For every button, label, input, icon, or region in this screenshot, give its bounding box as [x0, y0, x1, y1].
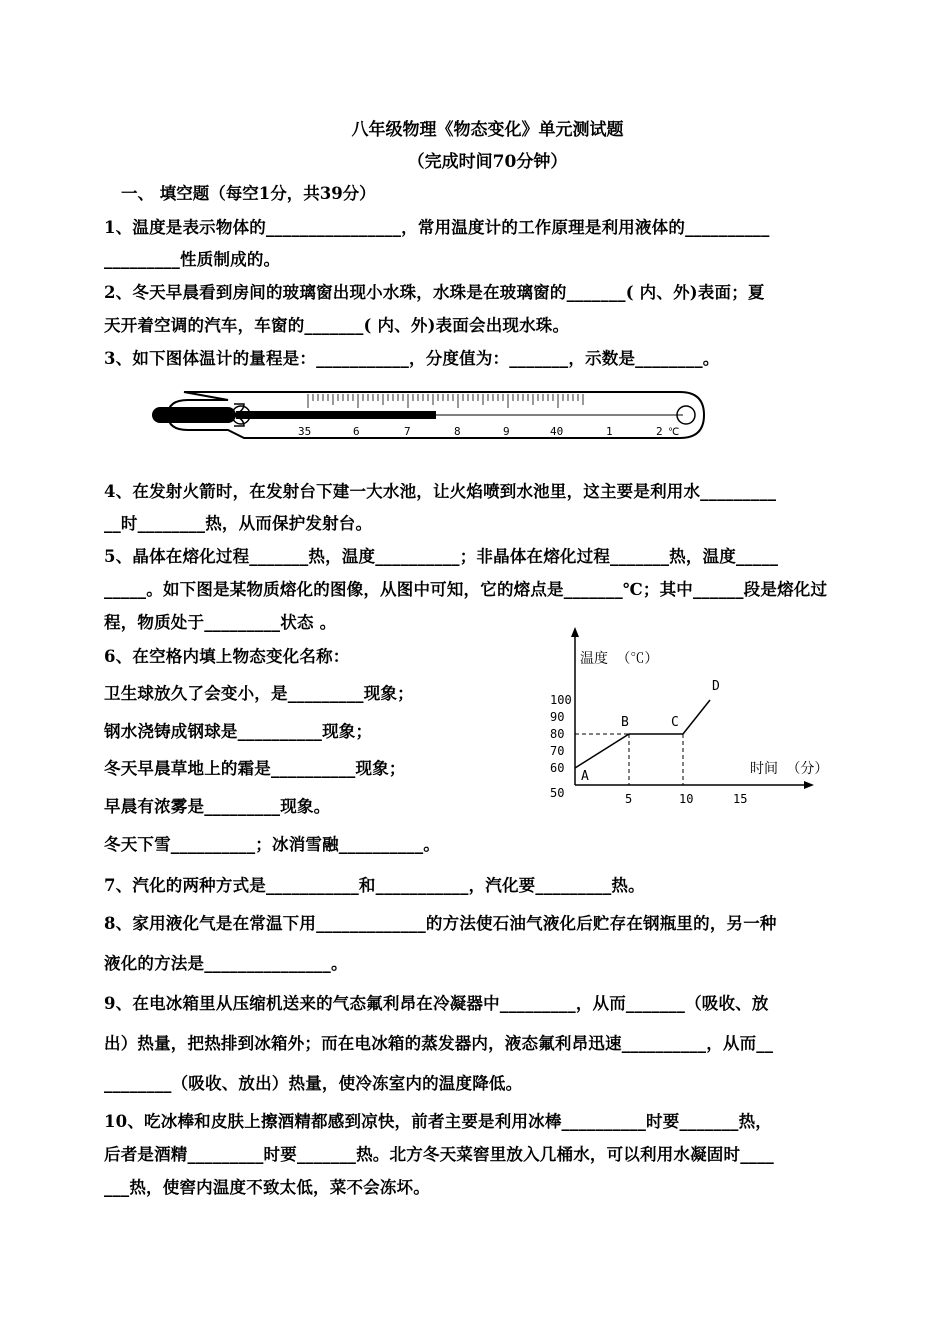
y-tick-label: 100 — [550, 693, 572, 707]
question-10-line-1: 10、吃冰棒和皮肤上擦酒精都感到凉快，前者主要是利用冰棒__________时要_______热， — [104, 1112, 773, 1131]
question-5-line-1: 5、晶体在熔化过程_______热，温度__________；非晶体在熔化过程_______热，温度_____ — [104, 547, 779, 566]
question-2-line-2: 天开着空调的汽车，车窗的_______( 内、外)表面会出现水珠。 — [104, 316, 570, 335]
y-tick-label: 60 — [550, 761, 565, 775]
section-heading: 一、 填空题（每空1分，共39分） — [121, 184, 376, 203]
thermometer-bulb — [152, 407, 236, 423]
question-10-line-3: ___热，使窖内温度不致太低，菜不会冻坏。 — [104, 1178, 430, 1197]
question-8-line-2: 液化的方法是_______________。 — [104, 954, 348, 973]
question-6-item-5: 冬天下雪__________；冰消雪融__________。 — [104, 835, 440, 854]
question-9-line-2: 出）热量，把热排到冰箱外；而在电冰箱的蒸发器内，液态氟利昂迅速__________，从而__ — [104, 1034, 774, 1053]
point-label-b: B — [621, 715, 629, 730]
thermo-label-35: 35 — [298, 425, 312, 438]
thermo-label-40: 40 — [550, 425, 564, 438]
question-5-line-2: _____。如下图是某物质熔化的图像，从图中可知，它的熔点是_______℃；其中______段是熔化过 — [104, 580, 828, 599]
question-9-line-1: 9、在电冰箱里从压缩机送来的气态氟利昂在冷凝器中_________，从而_______（吸收、放 — [104, 994, 769, 1013]
y-axis-arrow — [571, 627, 579, 637]
thermo-label-8: 8 — [454, 425, 461, 438]
question-1-line-1: 1、温度是表示物体的________________，常用温度计的工作原理是利用液体的__________ — [104, 218, 770, 237]
question-4-line-1: 4、在发射火箭时，在发射台下建一大水池，让火焰喷到水池里，这主要是利用水_________ — [104, 482, 777, 501]
thermo-label-6: 6 — [353, 425, 360, 438]
y-tick-label: 90 — [550, 710, 565, 724]
question-4-line-2: __时________热，从而保护发射台。 — [104, 514, 373, 533]
question-6-item-1: 卫生球放久了会变小，是_________现象； — [104, 684, 414, 703]
x-tick-label: 15 — [733, 792, 748, 806]
question-8-line-1: 8、家用液化气是在常温下用_____________的方法使石油气液化后贮存在钢瓶里的，另一种 — [104, 914, 777, 933]
question-7: 7、汽化的两种方式是___________和___________，汽化要_________热。 — [104, 876, 645, 895]
y-axis-label: 温度 （℃） — [580, 651, 659, 667]
x-axis-arrow — [804, 781, 814, 789]
thermometer-figure — [148, 384, 708, 446]
question-3-line-1: 3、如下图体温计的量程是：___________，分度值为：_______，示数是________。 — [104, 349, 720, 368]
question-6-item-3: 冬天早晨草地上的霜是__________现象； — [104, 759, 406, 778]
point-label-c: C — [671, 715, 679, 730]
thermo-label-9: 9 — [503, 425, 510, 438]
question-2-line-1: 2、冬天早晨看到房间的玻璃窗出现小水珠，水珠是在玻璃窗的_______( 内、外)表面；夏 — [104, 283, 765, 302]
thermo-label-2: 2 — [656, 425, 663, 438]
thermo-label-1: 1 — [606, 425, 613, 438]
melting-graph — [540, 625, 840, 810]
point-label-d: D — [712, 679, 720, 694]
thermo-label-unit: ℃ — [668, 427, 680, 438]
page-subtitle: （完成时间70分钟） — [407, 152, 568, 172]
point-label-a: A — [581, 769, 589, 784]
y-tick-label: 80 — [550, 727, 565, 741]
thermo-label-7: 7 — [404, 425, 411, 438]
x-axis-label: 时间 （分） — [750, 761, 829, 777]
x-tick-label: 10 — [679, 792, 694, 806]
x-tick-label: 5 — [625, 792, 633, 806]
y-tick-label: 50 — [550, 786, 565, 800]
question-1-line-2: _________性质制成的。 — [104, 250, 281, 269]
question-6-item-4: 早晨有浓雾是_________现象。 — [104, 797, 331, 816]
question-6-heading: 6、在空格内填上物态变化名称： — [104, 647, 350, 666]
question-6-item-2: 钢水浇铸成钢球是__________现象； — [104, 722, 373, 741]
page-title: 八年级物理《物态变化》单元测试题 — [351, 120, 624, 140]
question-5-line-3: 程，物质处于_________状态 。 — [104, 613, 337, 632]
series-line — [575, 700, 710, 768]
question-10-line-2: 后者是酒精_________时要_______热。北方冬天菜窖里放入几桶水，可以利用水凝固时____ — [104, 1145, 774, 1164]
question-9-line-3: ________（吸收、放出）热量，使冷冻室内的温度降低。 — [104, 1074, 523, 1093]
y-tick-label: 70 — [550, 744, 565, 758]
